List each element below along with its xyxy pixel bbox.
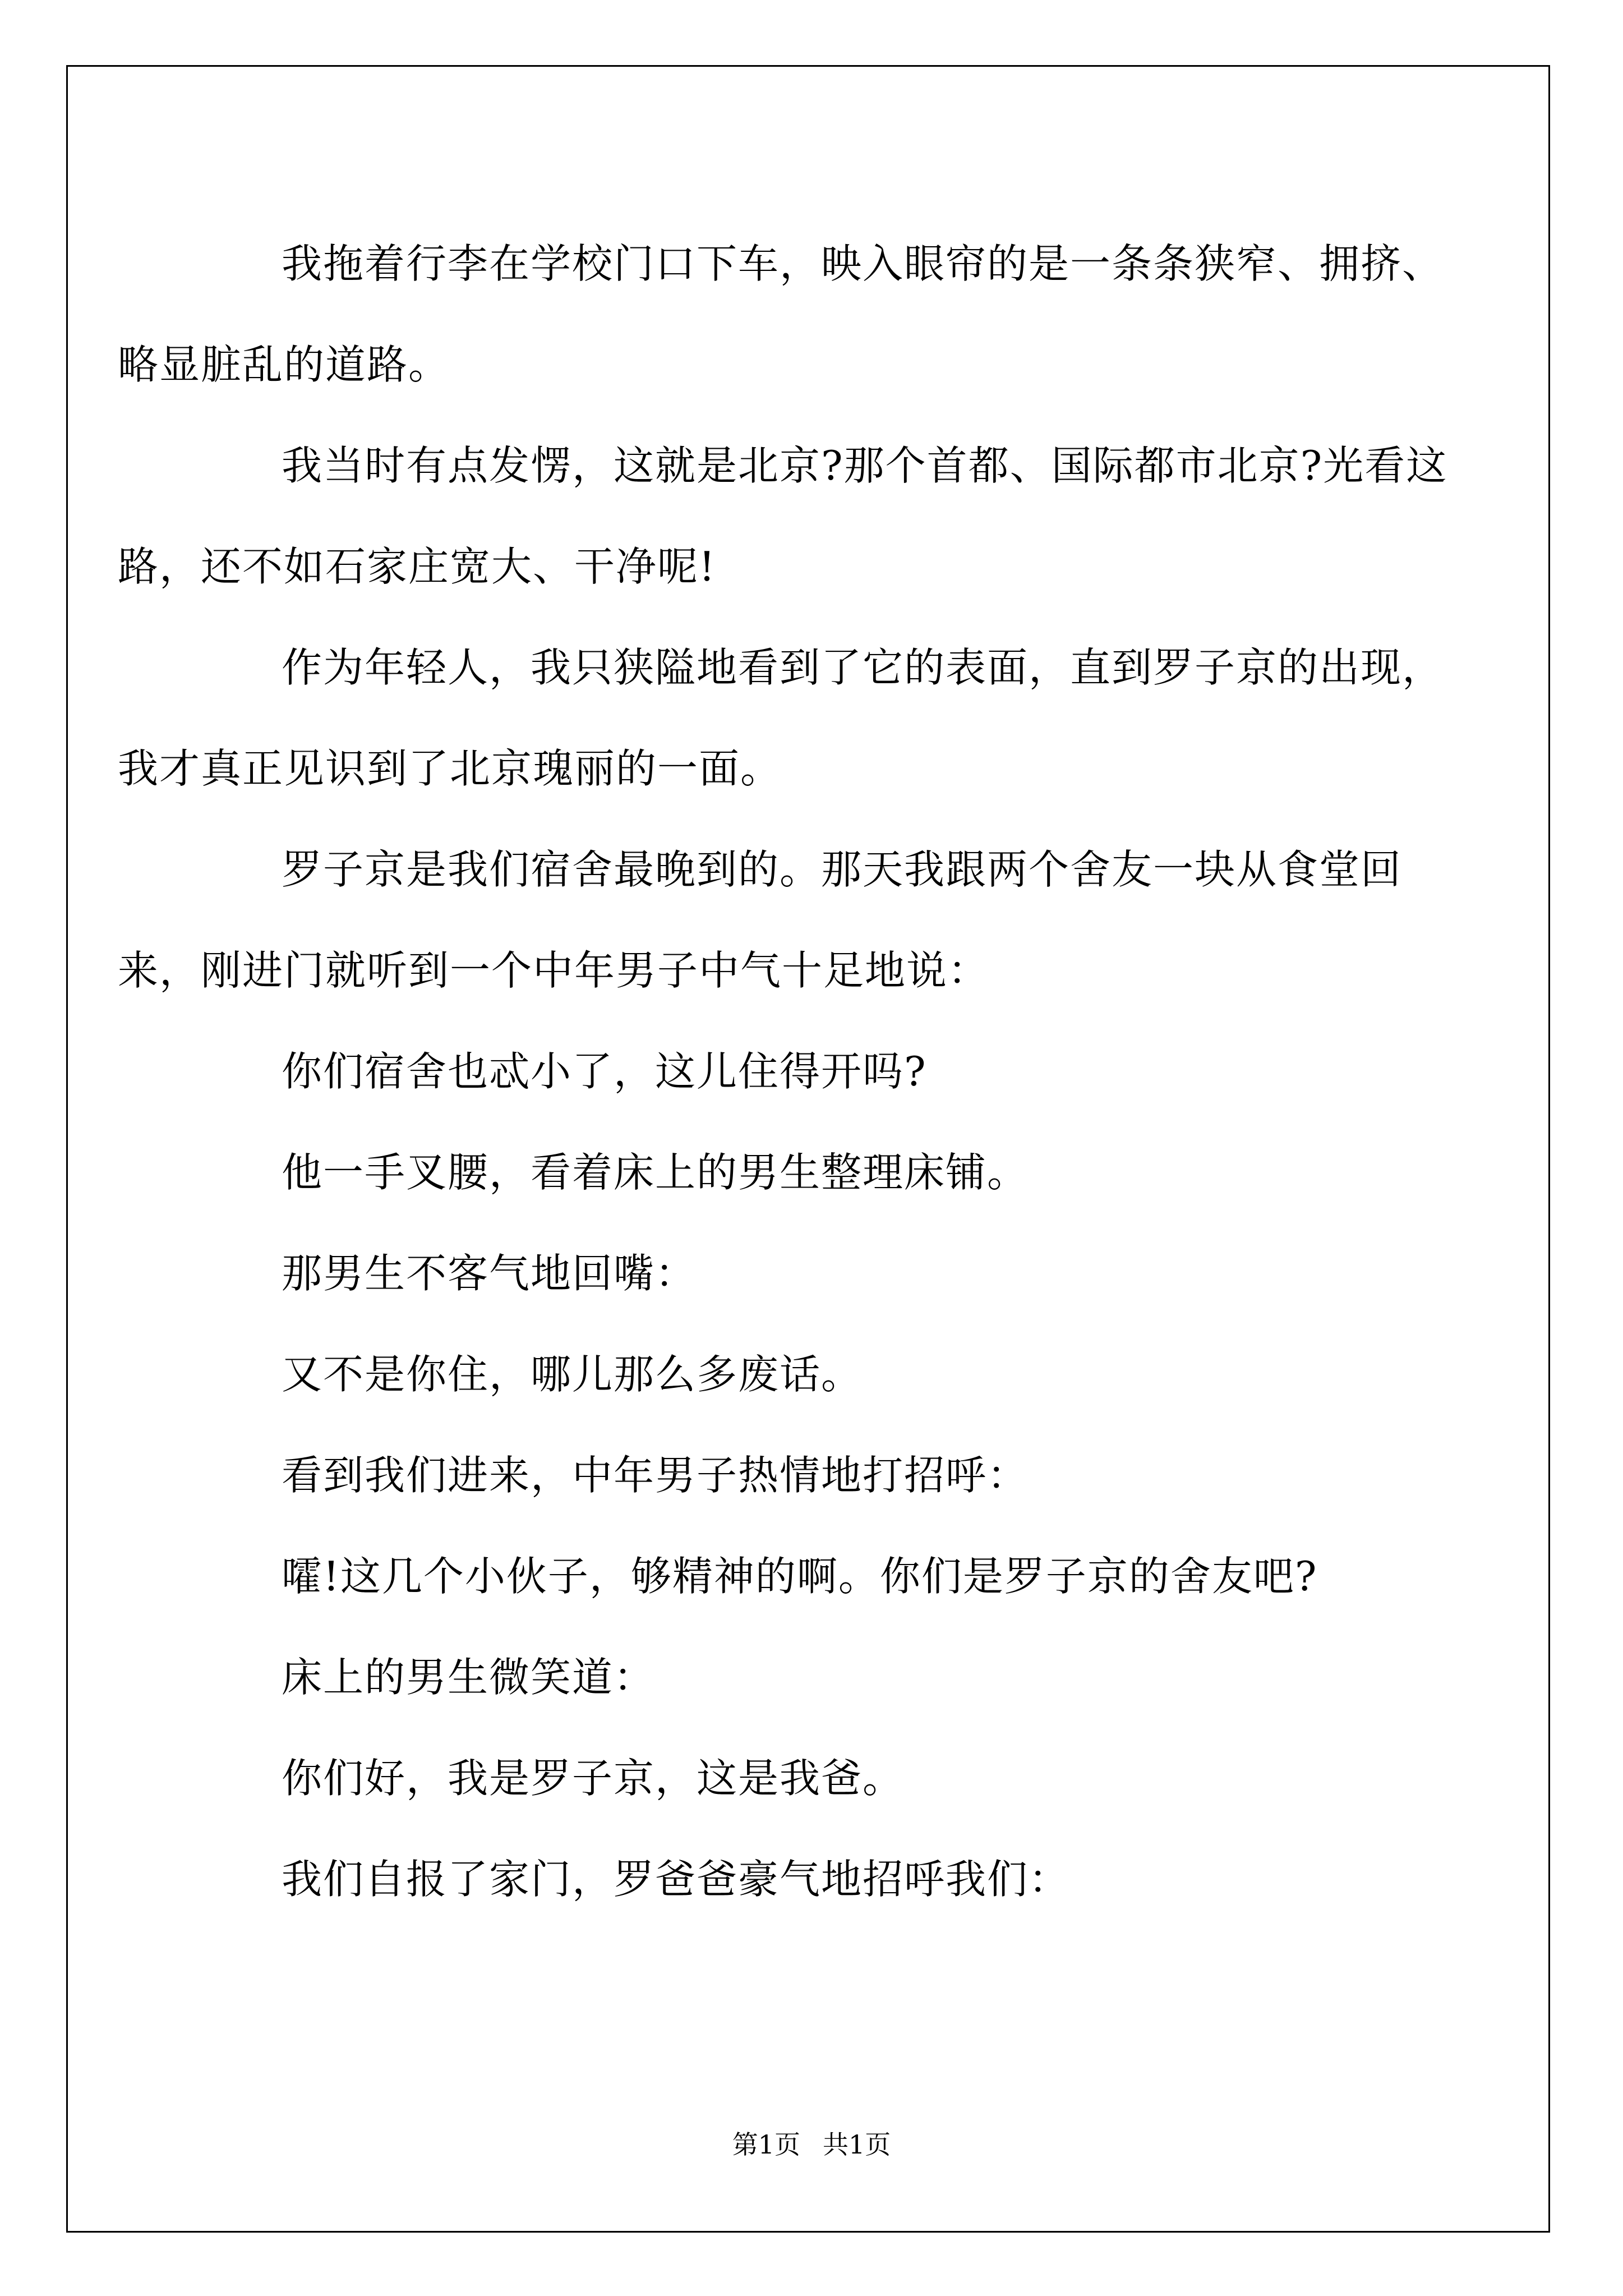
paragraph: 罗子京是我们宿舍最晚到的。那天我跟两个舍友一块从食堂回来，刚进门就听到一个中年男子中气十足地说： (118, 846, 1403, 994)
paragraph: 看到我们进来，中年男子热情地打招呼： (282, 1452, 1029, 1499)
paragraph: 他一手叉腰，看着床上的男生整理床铺。 (282, 1149, 1029, 1196)
page-number: 第1页 (732, 2129, 800, 2160)
paragraph: 作为年轻人，我只狭隘地看到了它的表面，直到罗子京的出现，我才真正见识到了北京瑰丽的一面。 (118, 644, 1444, 792)
paragraph: 你们宿舍也忒小了，这儿住得开吗? (282, 1048, 927, 1095)
paragraph: 嚯!这几个小伙子，够精神的啊。你们是罗子京的舍友吧? (282, 1553, 1318, 1600)
paragraph: 床上的男生微笑道： (282, 1654, 656, 1701)
paragraph: 我拖着行李在学校门口下车，映入眼帘的是一条条狭窄、拥挤、略显脏乱的道路。 (118, 240, 1444, 388)
paragraph: 我当时有点发愣，这就是北京?那个首都、国际都市北京?光看这路，还不如石家庄宽大、干净呢! (118, 442, 1448, 590)
paragraph: 你们好，我是罗子京，这是我爸。 (282, 1755, 905, 1802)
document-body (118, 213, 1461, 1930)
paragraph: 那男生不客气地回嘴： (282, 1250, 697, 1297)
page-footer (0, 2128, 1623, 2161)
paragraph: 我们自报了家门，罗爸爸豪气地招呼我们： (282, 1856, 1071, 1903)
page-total: 共1页 (823, 2129, 891, 2160)
paragraph: 又不是你住，哪儿那么多废话。 (282, 1351, 863, 1398)
